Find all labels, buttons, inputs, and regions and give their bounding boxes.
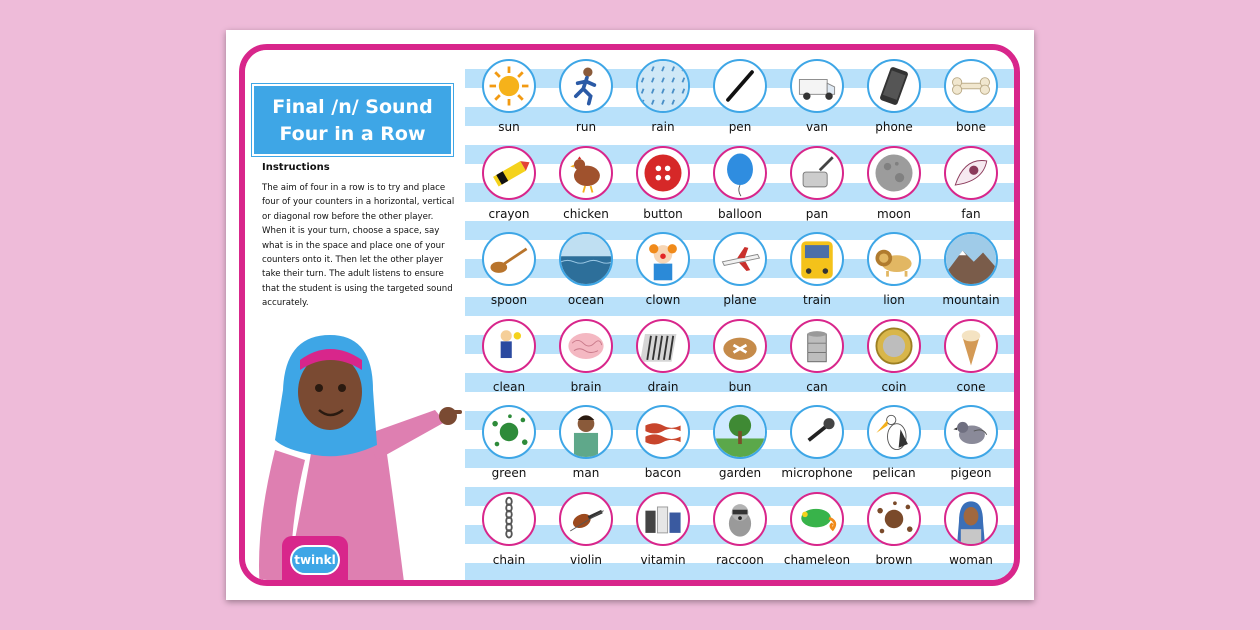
- picture-cell-drain[interactable]: [623, 319, 703, 399]
- girl-pointing-illustration: [245, 330, 465, 586]
- picture-cell-mountain[interactable]: [931, 232, 1011, 312]
- picture-word: pen: [728, 120, 752, 134]
- picture-cell-chicken[interactable]: [546, 146, 626, 226]
- picture-cell-woman[interactable]: [931, 492, 1011, 572]
- picture-word: run: [575, 120, 597, 134]
- picture-cell-crayon[interactable]: [469, 146, 549, 226]
- drain-icon: [636, 319, 690, 373]
- picture-word: clean: [492, 379, 526, 394]
- picture-word: bacon: [644, 466, 682, 480]
- garden-icon: [713, 405, 767, 459]
- picture-word: woman: [949, 552, 993, 567]
- instructions-body: The aim of four in a row is to try and place four of your counters in a horizontal, vertical or diagonal row before the other player. When it is your turn, choose a space, say what is in the space and place one of your counters onto it. Then let the other player take their turn. The adult listens to ensure that the student is using the targeted sound accurately.: [262, 183, 455, 309]
- picture-cell-can[interactable]: [777, 319, 857, 399]
- coin-icon: [867, 319, 921, 373]
- clean-icon: [482, 319, 536, 373]
- picture-cell-brown[interactable]: [854, 492, 934, 572]
- picture-cell-van[interactable]: [777, 59, 857, 139]
- picture-cell-run[interactable]: [546, 59, 626, 139]
- pan-icon: [790, 146, 844, 200]
- spoon-icon: [482, 232, 536, 286]
- twinkl-logo: [282, 536, 348, 586]
- pen-icon: [713, 59, 767, 113]
- instructions-heading: Instructions: [262, 162, 330, 173]
- picture-word: moon: [877, 206, 911, 221]
- left-panel: [245, 50, 465, 580]
- crayon-icon: [482, 146, 536, 200]
- picture-word: crayon: [488, 206, 530, 221]
- picture-word: green: [491, 466, 527, 480]
- man-icon: [559, 405, 613, 459]
- picture-cell-sun[interactable]: [469, 59, 549, 139]
- bun-icon: [713, 319, 767, 373]
- sun-icon: [482, 59, 536, 113]
- picture-cell-chain[interactable]: [469, 492, 549, 572]
- pelican-icon: [867, 405, 921, 459]
- worksheet-frame: [239, 44, 1020, 586]
- picture-word: bun: [728, 379, 752, 394]
- runner-icon: [559, 59, 613, 113]
- microphone-icon: [790, 405, 844, 459]
- picture-cell-pelican[interactable]: [854, 405, 934, 485]
- twinkl-logo-text: twinkl: [290, 545, 340, 575]
- picture-cell-bun[interactable]: [700, 319, 780, 399]
- picture-cell-bone[interactable]: [931, 59, 1011, 139]
- picture-word: phone: [875, 120, 913, 134]
- picture-word: spoon: [490, 293, 528, 307]
- picture-word: microphone: [781, 466, 853, 480]
- title-line-2: Four in a Row: [279, 123, 426, 145]
- picture-cell-chameleon[interactable]: [777, 492, 857, 572]
- picture-word: bone: [956, 120, 986, 134]
- train-icon: [790, 232, 844, 286]
- picture-word: ocean: [567, 293, 605, 307]
- picture-cell-brain[interactable]: [546, 319, 626, 399]
- title-line-1: Final /n/ Sound: [272, 96, 433, 118]
- game-board: [465, 50, 1020, 580]
- picture-word: raccoon: [716, 552, 764, 567]
- chain-icon: [482, 492, 536, 546]
- picture-cell-button[interactable]: [623, 146, 703, 226]
- picture-word: pan: [805, 206, 829, 221]
- picture-word: van: [805, 120, 829, 134]
- page-title: [252, 84, 453, 156]
- button-icon: [636, 146, 690, 200]
- picture-cell-microphone[interactable]: [777, 405, 857, 485]
- picture-cell-clean[interactable]: [469, 319, 549, 399]
- bone-icon: [944, 59, 998, 113]
- van-icon: [790, 59, 844, 113]
- picture-cell-bacon[interactable]: [623, 405, 703, 485]
- picture-cell-clown[interactable]: [623, 232, 703, 312]
- worksheet: [226, 30, 1034, 600]
- picture-word: brain: [570, 379, 602, 394]
- green-splat-icon: [482, 405, 536, 459]
- can-icon: [790, 319, 844, 373]
- picture-cell-violin[interactable]: [546, 492, 626, 572]
- picture-cell-balloon[interactable]: [700, 146, 780, 226]
- chameleon-icon: [790, 492, 844, 546]
- picture-word: plane: [723, 293, 757, 307]
- bacon-icon: [636, 405, 690, 459]
- picture-cell-rain[interactable]: [623, 59, 703, 139]
- picture-cell-lion[interactable]: [854, 232, 934, 312]
- plane-icon: [713, 232, 767, 286]
- picture-word: rain: [651, 120, 675, 134]
- picture-word: chicken: [563, 206, 609, 221]
- picture-word: pigeon: [950, 466, 992, 480]
- picture-word: fan: [961, 206, 981, 221]
- picture-cell-train[interactable]: [777, 232, 857, 312]
- picture-word: button: [643, 206, 683, 221]
- picture-word: chain: [492, 552, 526, 567]
- fan-icon: [944, 146, 998, 200]
- brown-splat-icon: [867, 492, 921, 546]
- picture-cell-coin[interactable]: [854, 319, 934, 399]
- vitamin-icon: [636, 492, 690, 546]
- picture-word: clown: [645, 293, 681, 307]
- violin-icon: [559, 492, 613, 546]
- woman-icon: [944, 492, 998, 546]
- picture-word: vitamin: [640, 552, 686, 567]
- picture-word: sun: [498, 120, 520, 134]
- picture-cell-man[interactable]: [546, 405, 626, 485]
- picture-word: garden: [718, 466, 762, 480]
- picture-word: drain: [647, 379, 679, 394]
- mountain-icon: [944, 232, 998, 286]
- rain-icon: [636, 59, 690, 113]
- picture-cell-plane[interactable]: [700, 232, 780, 312]
- clown-icon: [636, 232, 690, 286]
- ocean-icon: [559, 232, 613, 286]
- picture-cell-vitamin[interactable]: [623, 492, 703, 572]
- picture-cell-pan[interactable]: [777, 146, 857, 226]
- picture-cell-cone[interactable]: [931, 319, 1011, 399]
- picture-cell-spoon[interactable]: [469, 232, 549, 312]
- picture-word: lion: [883, 293, 905, 307]
- chicken-icon: [559, 146, 613, 200]
- picture-cell-raccoon[interactable]: [700, 492, 780, 572]
- picture-word: chameleon: [783, 552, 851, 567]
- picture-cell-pen[interactable]: [700, 59, 780, 139]
- pigeon-icon: [944, 405, 998, 459]
- picture-word: brown: [875, 552, 913, 567]
- picture-cell-pigeon[interactable]: [931, 405, 1011, 485]
- moon-icon: [867, 146, 921, 200]
- picture-cell-fan[interactable]: [931, 146, 1011, 226]
- picture-word: cone: [956, 379, 986, 394]
- picture-cell-moon[interactable]: [854, 146, 934, 226]
- balloon-icon: [713, 146, 767, 200]
- picture-word: pelican: [872, 466, 916, 480]
- raccoon-icon: [713, 492, 767, 546]
- phone-icon: [867, 59, 921, 113]
- picture-word: mountain: [942, 293, 1000, 307]
- picture-cell-green[interactable]: [469, 405, 549, 485]
- picture-cell-phone[interactable]: [854, 59, 934, 139]
- brain-icon: [559, 319, 613, 373]
- picture-word: can: [806, 379, 828, 394]
- picture-word: violin: [569, 552, 603, 567]
- picture-word: man: [572, 466, 600, 480]
- picture-word: train: [803, 293, 831, 307]
- picture-cell-ocean[interactable]: [546, 232, 626, 312]
- picture-word: balloon: [718, 206, 762, 221]
- picture-cell-garden[interactable]: [700, 405, 780, 485]
- cone-icon: [944, 319, 998, 373]
- picture-word: coin: [881, 379, 907, 394]
- lion-icon: [867, 232, 921, 286]
